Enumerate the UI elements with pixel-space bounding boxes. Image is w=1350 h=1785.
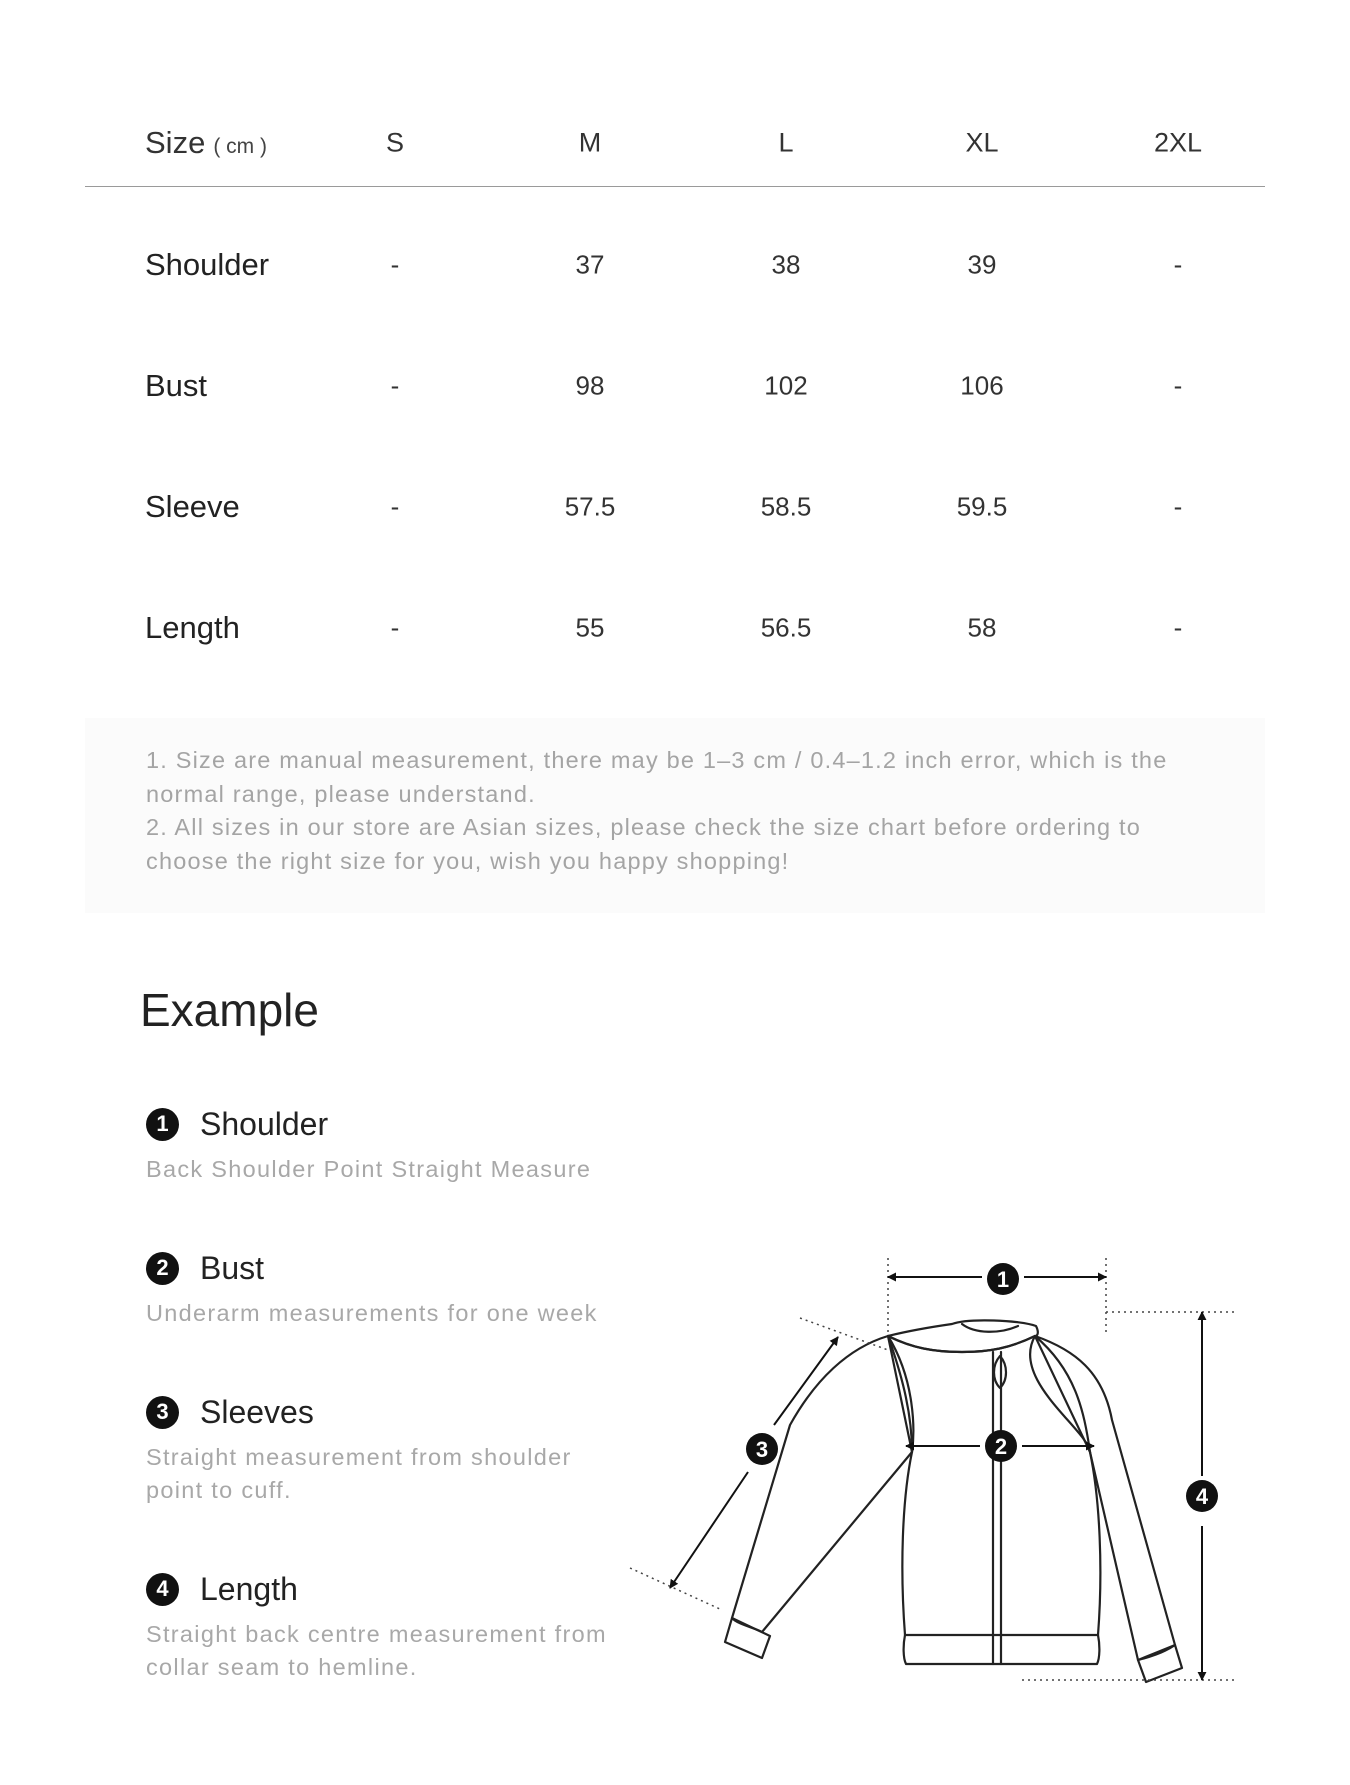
table-row xyxy=(85,204,1265,325)
measure-desc: Underarm measurements for one week xyxy=(146,1300,598,1326)
table-row xyxy=(85,567,1265,688)
diagram-badge-2-text: 2 xyxy=(994,1434,1008,1459)
table-cell: 57.5 xyxy=(564,491,616,521)
measure-desc: Back Shoulder Point Straight Measure xyxy=(146,1156,592,1182)
measure-item-sleeves xyxy=(146,1392,626,1507)
table-row xyxy=(85,446,1265,567)
number-badge-4-icon: 4 xyxy=(146,1573,179,1606)
table-cell: 56.5 xyxy=(760,612,812,642)
table-cell: 37 xyxy=(575,249,605,279)
row-label: Length xyxy=(145,609,240,645)
table-cell: - xyxy=(1173,249,1183,279)
size-col-s: S xyxy=(385,127,405,158)
table-cell: 59.5 xyxy=(956,491,1008,521)
diagram-badge-1-text: 1 xyxy=(996,1267,1010,1292)
number-badge-3-icon: 3 xyxy=(146,1396,179,1429)
note-1: 1. Size are manual measurement, there may be 1–3 cm / 0.4–1.2 inch error, which is the normal range, please understand. xyxy=(146,747,1168,807)
size-header-row xyxy=(85,100,1265,187)
table-cell: - xyxy=(390,370,400,400)
size-label-text: Size xyxy=(145,125,206,160)
table-cell: - xyxy=(1173,612,1183,642)
table-cell: - xyxy=(390,249,400,279)
table-cell: 106 xyxy=(960,370,1004,400)
row-label: Sleeve xyxy=(145,488,240,524)
measure-desc: Straight back centre measurement from collar seam to hemline. xyxy=(146,1621,607,1680)
diagram-badge-4-text: 4 xyxy=(1195,1484,1209,1509)
measure-name: Bust xyxy=(200,1249,265,1286)
measure-desc: Straight measurement from shoulder point to cuff. xyxy=(146,1444,572,1503)
table-cell: 39 xyxy=(967,249,997,279)
measure-name: Sleeves xyxy=(200,1393,314,1430)
measure-item-bust xyxy=(146,1248,626,1330)
number-badge-2-icon: 2 xyxy=(146,1252,179,1285)
table-cell: 58.5 xyxy=(760,491,812,521)
table-cell: 55 xyxy=(575,612,605,642)
guide-sleeve-top xyxy=(800,1318,888,1350)
table-cell: 98 xyxy=(575,370,605,400)
left-sleeve-outline xyxy=(732,1336,912,1632)
example-title: Example xyxy=(140,984,319,1036)
note-2: 2. All sizes in our store are Asian sizes, please check the size chart before ordering to choose the right size for you, wish you happy shopping! xyxy=(146,814,1142,874)
size-col-2xl: 2XL xyxy=(1153,127,1203,158)
table-cell: 58 xyxy=(967,612,997,642)
table-cell: - xyxy=(1173,370,1183,400)
size-col-l: L xyxy=(778,127,794,158)
jacket-body-outline xyxy=(888,1336,1100,1635)
guide-sleeve-cuff xyxy=(630,1568,722,1610)
left-cuff-outline xyxy=(725,1618,770,1658)
sleeve-arrow-down xyxy=(670,1472,748,1588)
size-notes xyxy=(85,718,1265,913)
measure-item-shoulder xyxy=(146,1104,626,1186)
table-cell: 102 xyxy=(764,370,808,400)
size-col-m: M xyxy=(578,127,602,158)
right-cuff-outline xyxy=(1138,1645,1182,1682)
table-row xyxy=(85,325,1265,446)
row-label: Bust xyxy=(145,367,208,403)
right-sleeve-outline xyxy=(1035,1336,1175,1660)
row-label: Shoulder xyxy=(145,246,270,282)
table-cell: - xyxy=(1173,491,1183,521)
table-cell: - xyxy=(390,491,400,521)
measure-name: Length xyxy=(200,1570,298,1607)
measure-name: Shoulder xyxy=(200,1105,329,1142)
diagram-badge-3-text: 3 xyxy=(755,1437,769,1462)
number-badge-1-icon: 1 xyxy=(146,1108,179,1141)
table-cell: 38 xyxy=(771,249,801,279)
sleeve-arrow-up xyxy=(774,1337,838,1425)
right-raglan-seam xyxy=(1030,1336,1090,1452)
collar-inner xyxy=(962,1324,1018,1332)
size-col-xl: XL xyxy=(965,127,999,158)
size-table xyxy=(85,100,1265,688)
measure-item-length xyxy=(146,1569,626,1684)
size-unit: ( cm ) xyxy=(213,135,267,158)
size-header-label xyxy=(145,125,267,161)
jacket-diagram xyxy=(620,1240,1250,1700)
table-cell: - xyxy=(390,612,400,642)
size-table-body xyxy=(85,187,1265,688)
